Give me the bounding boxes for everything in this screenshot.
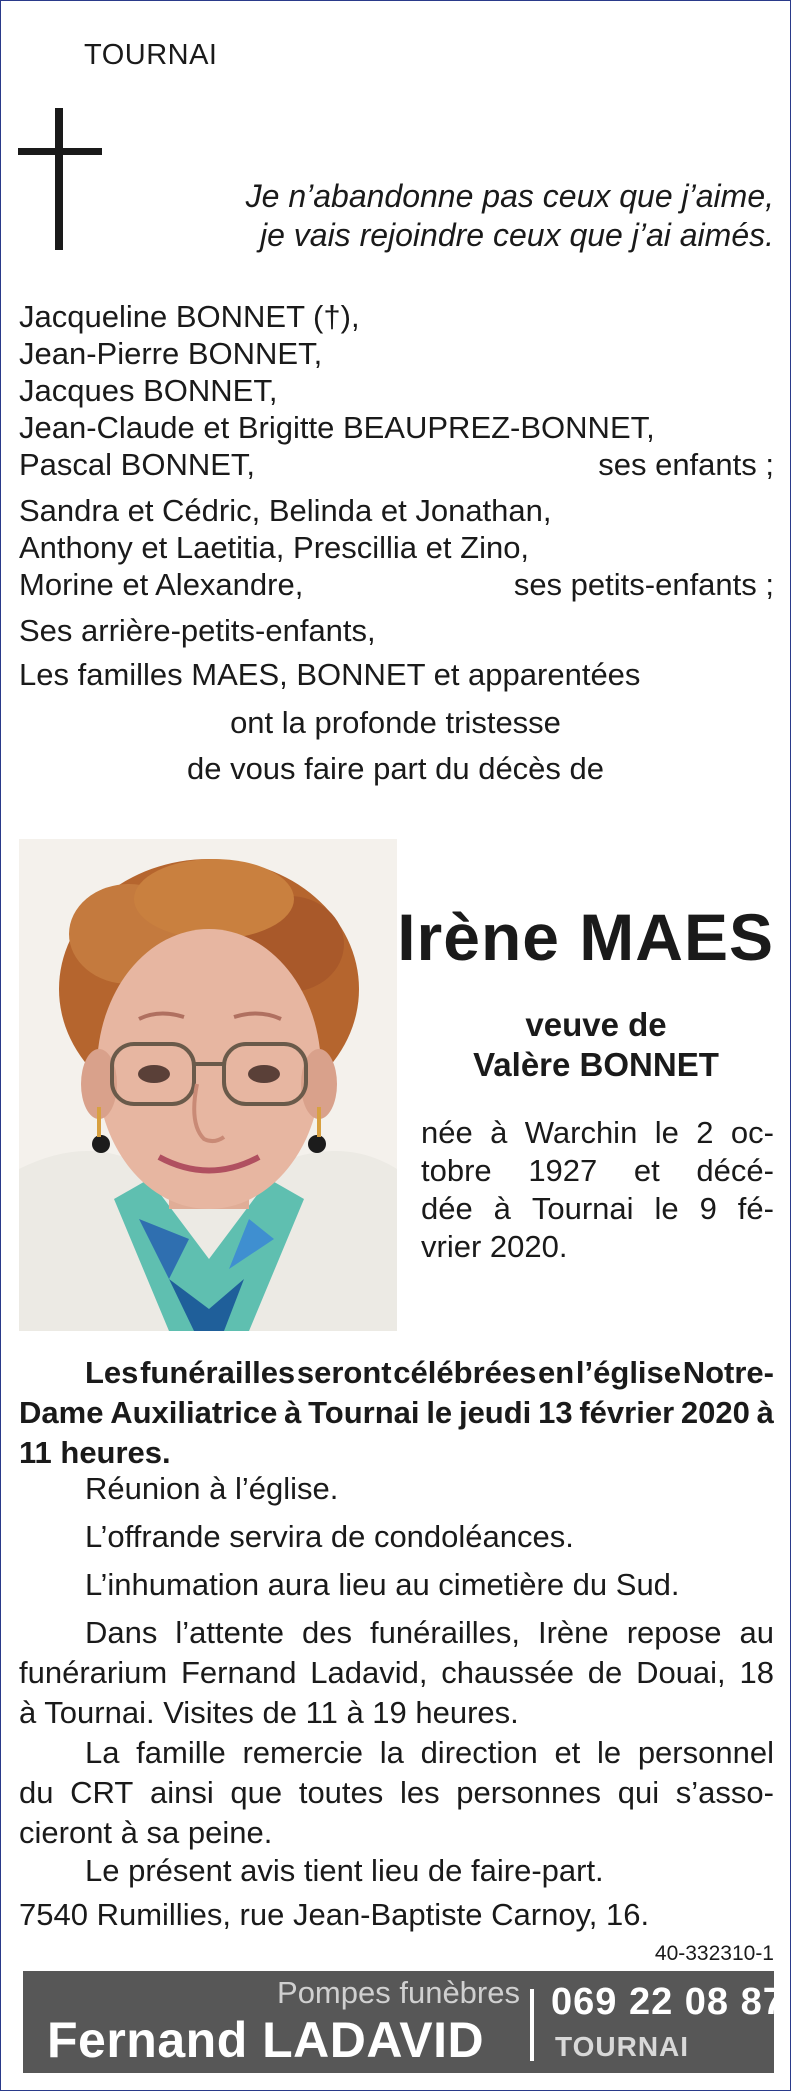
- funeral-home-banner: [23, 1971, 785, 2073]
- notice: [19, 1851, 774, 1891]
- banner-subtitle: Pompes funèbres: [277, 1975, 520, 2010]
- family-line: [19, 530, 774, 567]
- rest-line: à Tournai. Visites de 11 à 19 heures.: [19, 1695, 519, 1730]
- meeting: [19, 1469, 774, 1509]
- offering: [19, 1517, 774, 1557]
- cross-icon: [18, 108, 102, 250]
- sorrow-line: de vous faire part du décès de: [186, 751, 605, 786]
- born-line: tobre 1927 et décé-: [421, 1153, 774, 1188]
- family-line: [19, 336, 774, 373]
- deceased-name: Irène MAES: [397, 900, 774, 974]
- reference-number: 40-332310-1: [654, 1942, 774, 1965]
- funeral-line: Dame Auxiliatrice à Tournai le jeudi 13 février 2020 à: [19, 1395, 774, 1430]
- address: [19, 1895, 774, 1935]
- families: Les familles MAES, BONNET et apparentées: [19, 657, 641, 692]
- grandchild-names: Anthony et Laetitia, Prescillia et Zino,: [19, 530, 530, 565]
- banner-brand: Fernand LADAVID: [47, 2012, 485, 2068]
- meeting-text: Réunion à l’église.: [85, 1471, 339, 1506]
- children-label: ses enfants ;: [598, 447, 774, 482]
- family-line: [19, 493, 774, 530]
- great-grandchildren: Ses arrière-petits-enfants,: [19, 613, 376, 648]
- city-heading: TOURNAI: [84, 39, 218, 71]
- funeral-announcement: [19, 1353, 774, 1473]
- child-name: Jacqueline BONNET (†),: [19, 299, 360, 334]
- thanks-line: cieront à sa peine.: [19, 1815, 273, 1850]
- rest-line: Dans l’attente des funérailles, Irène repose au: [85, 1615, 774, 1650]
- thanks-line: du CRT ainsi que toutes les personnes qui s’asso-: [19, 1775, 774, 1810]
- quote-line: Je n’abandonne pas ceux que j’aime,: [245, 178, 774, 214]
- address-text: 7540 Rumillies, rue Jean-Baptiste Carnoy, 16.: [19, 1897, 650, 1932]
- banner-divider: [530, 1989, 534, 2061]
- family-line: [19, 299, 774, 336]
- born-line: née à Warchin le 2 oc-: [421, 1115, 774, 1150]
- burial-text: L’inhumation aura lieu au cimetière du Sud.: [85, 1567, 680, 1602]
- child-name: Jean-Claude et Brigitte BEAUPREZ-BONNET,: [19, 410, 655, 445]
- grandchild-names: Morine et Alexandre,: [19, 567, 304, 602]
- quote-line: je vais rejoindre ceux que j’ai aimés.: [259, 217, 774, 253]
- rest-paragraph: [19, 1613, 774, 1733]
- banner-town: TOURNAI: [555, 2031, 690, 2062]
- grandchild-names: Sandra et Cédric, Belinda et Jonathan,: [19, 493, 552, 528]
- family-line: [19, 447, 774, 484]
- family-line: [19, 657, 774, 694]
- child-name: Jean-Pierre BONNET,: [19, 336, 323, 371]
- spouse-name: Valère BONNET: [473, 1046, 719, 1083]
- child-name: Pascal BONNET,: [19, 447, 256, 482]
- family-line: [19, 613, 774, 650]
- child-name: Jacques BONNET,: [19, 373, 278, 408]
- banner-phone: 069 22 08 87: [551, 1981, 785, 2023]
- quote: [246, 177, 774, 255]
- grandchildren-label: ses petits-enfants ;: [513, 567, 774, 602]
- thanks-line: La famille remercie la direction et le personnel: [85, 1735, 774, 1770]
- rest-line: funérarium Fernand Ladavid, chaussée de Douai, 18: [19, 1655, 774, 1690]
- portrait-photo: [19, 839, 397, 1331]
- burial: [19, 1565, 774, 1605]
- sorrow-line: ont la profonde tristesse: [230, 705, 561, 740]
- born-line: dée à Tournai le 9 fé-: [421, 1191, 774, 1226]
- offering-text: L’offrande servira de condoléances.: [85, 1519, 574, 1554]
- birth-death-info: [421, 1114, 774, 1266]
- funeral-line: 11 heures.: [19, 1435, 171, 1470]
- born-line: vrier 2020.: [421, 1229, 568, 1264]
- funeral-line: Les funérailles seront célébrées en l’église Notre-: [85, 1355, 774, 1390]
- family-line: [19, 410, 774, 447]
- notice-text: Le présent avis tient lieu de faire-part.: [85, 1853, 604, 1888]
- family-line: [19, 373, 774, 410]
- thanks-paragraph: [19, 1733, 774, 1853]
- family-line: [19, 567, 774, 604]
- widow-of: veuve de: [525, 1006, 667, 1043]
